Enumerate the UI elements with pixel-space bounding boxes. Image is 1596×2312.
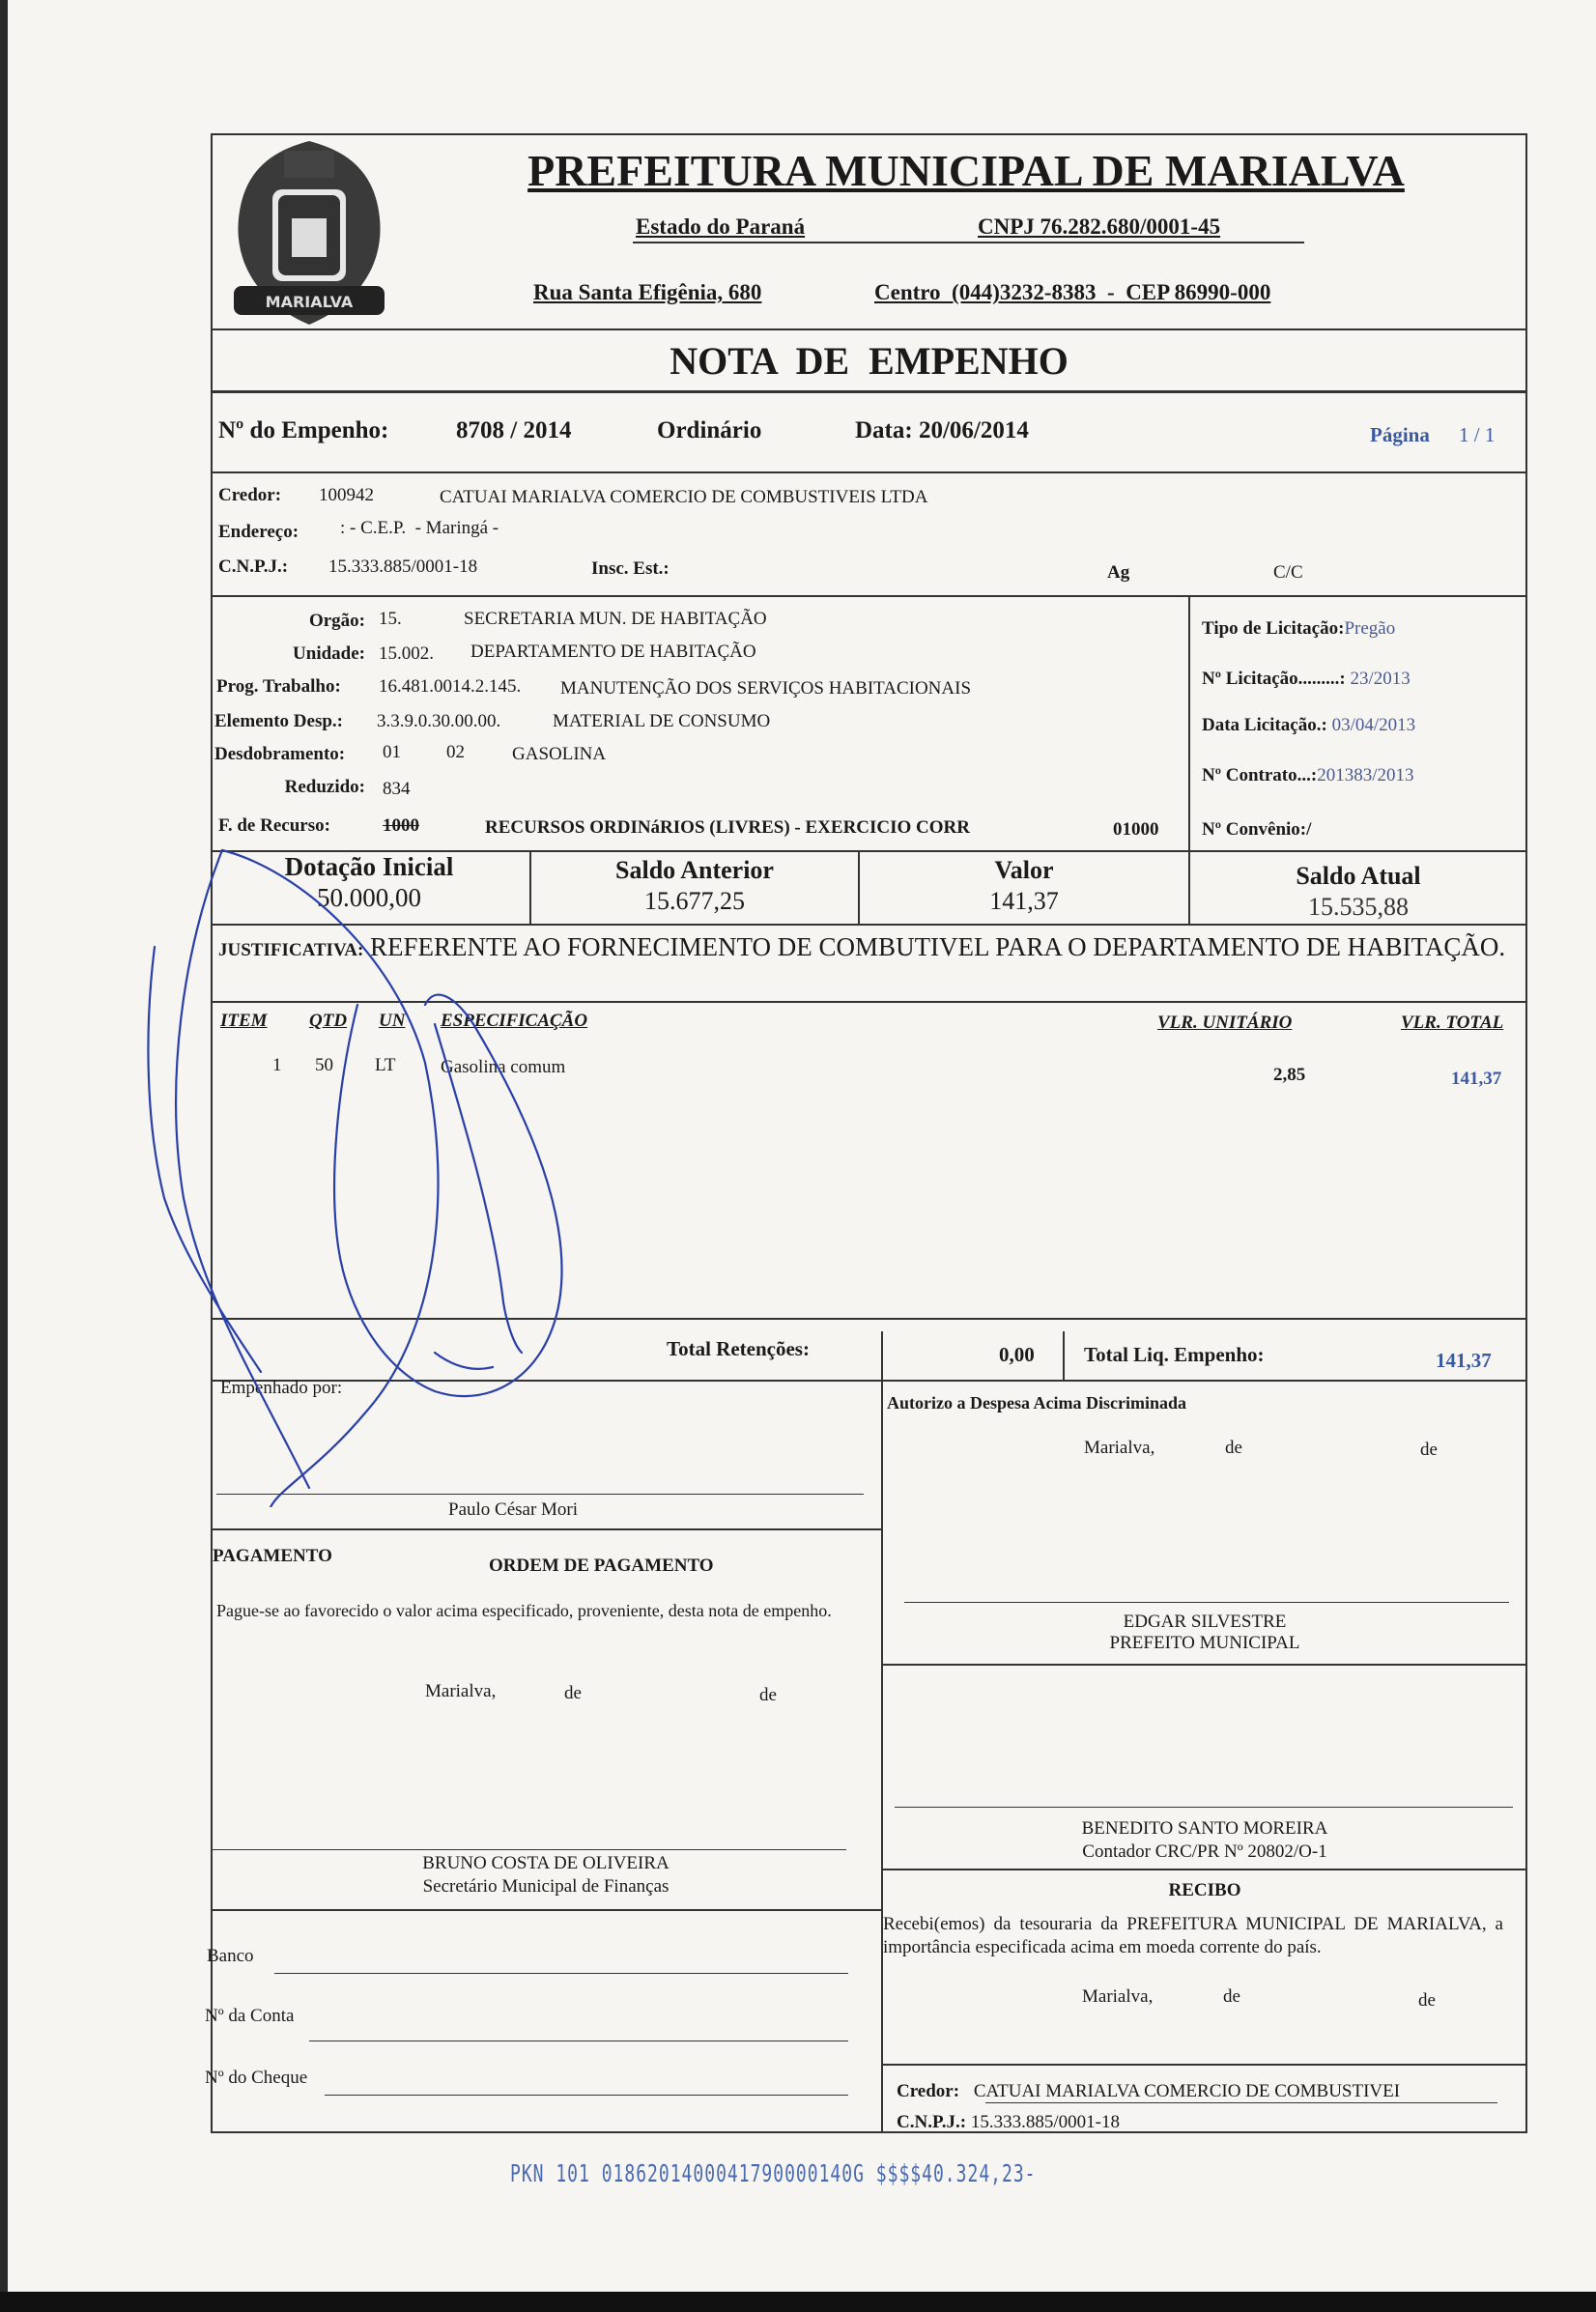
pague-de1: de <box>564 1683 582 1703</box>
recibo-cnpj-label: C.N.P.J.: <box>897 2112 967 2132</box>
atual-label: Saldo Atual <box>1296 862 1421 890</box>
ordem-label: ORDEM DE PAGAMENTO <box>489 1556 714 1576</box>
valor-label: Valor <box>994 856 1054 884</box>
col-unit: VLR. UNITÁRIO <box>1157 1013 1293 1033</box>
handwritten-signature <box>145 831 686 1507</box>
cnpj-credor-value: 15.333.885/0001-18 <box>328 557 478 577</box>
divider <box>881 1664 1527 1666</box>
autorizo-de2: de <box>1420 1440 1438 1460</box>
divider <box>211 1909 881 1911</box>
signature-line <box>213 1849 846 1850</box>
desd-name: GASOLINA <box>512 744 607 764</box>
autorizo-text: Autorizo a Despesa Acima Discriminada <box>887 1393 1186 1413</box>
cheque-label: Nº do Cheque <box>205 2068 308 2088</box>
header-underline <box>633 242 1304 243</box>
state-label: Estado do Paraná <box>636 214 806 239</box>
prog-label: Prog. Trabalho: <box>216 676 341 697</box>
fonte-code2: 01000 <box>1113 819 1159 840</box>
empenhado-name: Paulo César Mori <box>448 1499 579 1520</box>
doc-title: NOTA DE EMPENHO <box>670 339 1069 383</box>
pague-text: Pague-se ao favorecido o valor acima especificado, proveniente, desta nota de empenho. <box>216 1601 832 1620</box>
scan-edge-bottom <box>0 2292 1596 2312</box>
pague-city: Marialva, <box>425 1681 497 1701</box>
row-unit: 2,85 <box>1273 1065 1306 1085</box>
ant-value: 15.677,25 <box>644 887 745 915</box>
crest-banner-text: MARIALVA <box>265 293 354 311</box>
elem-name: MATERIAL DE CONSUMO <box>553 711 771 731</box>
orgao-label: Orgão: <box>308 611 365 631</box>
recibo-city: Marialva, <box>1082 1986 1154 2007</box>
prog-code: 16.481.0014.2.145. <box>379 676 522 697</box>
prefeito-role: PREFEITO MUNICIPAL <box>1109 1633 1300 1653</box>
divider <box>211 390 1527 393</box>
atual-value: 15.535,88 <box>1308 893 1409 921</box>
orgao-name: SECRETARIA MUN. DE HABITAÇÃO <box>464 609 767 629</box>
divider-vertical <box>881 1380 883 2133</box>
page-value: 1 / 1 <box>1459 423 1496 446</box>
num-value: 23/2013 <box>1350 669 1411 689</box>
bank-code-line: PKN 101 0186201400041790000140G $$$$40.324,23- <box>510 2159 1037 2189</box>
empenho-num-value: 8708 / 2014 <box>456 417 572 443</box>
col-total: VLR. TOTAL <box>1401 1013 1504 1033</box>
page-label: Página <box>1370 423 1430 446</box>
divider <box>211 328 1527 330</box>
empenhado-label: Empenhado por: <box>220 1378 343 1398</box>
sec-role: Secretário Municipal de Finanças <box>422 1876 670 1897</box>
ag-label: Ag <box>1107 562 1130 583</box>
ret-value: 0,00 <box>999 1343 1035 1366</box>
convenio-label: Nº Convênio:/ <box>1202 819 1312 840</box>
recibo-cnpj-value: 15.333.885/0001-18 <box>970 2112 1120 2132</box>
row-qtd: 50 <box>315 1055 333 1075</box>
divider <box>211 595 1527 597</box>
tipo-licitacao <box>1202 618 1395 640</box>
banco-label: Banco <box>207 1946 254 1966</box>
divider <box>211 1528 881 1530</box>
divider <box>881 2064 1527 2066</box>
ant-label: Saldo Anterior <box>615 856 774 884</box>
contrato-label: Nº Contrato...: <box>1202 765 1318 785</box>
red-value: 834 <box>383 779 411 799</box>
cnpj-credor-label: C.N.P.J.: <box>218 557 289 577</box>
col-spec: ESPECIFICAÇÃO <box>441 1011 588 1031</box>
autorizo-de1: de <box>1225 1438 1242 1458</box>
row-spec: Gasolina comum <box>441 1057 566 1077</box>
prog-name: MANUTENÇÃO DOS SERVIÇOS HABITACIONAIS <box>560 678 972 699</box>
credor-code: 100942 <box>319 485 374 505</box>
col-qtd: QTD <box>309 1011 348 1031</box>
divider-vertical <box>881 1331 883 1380</box>
recibo-de1: de <box>1223 1986 1240 2007</box>
red-label: Reduzido: <box>284 777 365 797</box>
prefeito-name: EDGAR SILVESTRE <box>1123 1612 1287 1632</box>
pague-de2: de <box>759 1685 777 1705</box>
signature-line <box>895 1807 1513 1808</box>
row-un: LT <box>375 1055 396 1075</box>
scan-edge-left <box>0 0 8 2312</box>
recibo-text: Recebi(emos) da tesouraria da PREFEITURA MUNICIPAL DE MARIALVA, a importância especificada acima em moeda corrente do país. <box>883 1914 1503 1957</box>
recibo-label: RECIBO <box>1168 1880 1241 1900</box>
unidade-label: Unidade: <box>293 643 365 664</box>
divider-vertical <box>1188 850 1190 924</box>
banco-line <box>274 1973 848 1974</box>
valor-value: 141,37 <box>989 887 1059 915</box>
contador-name: BENEDITO SANTO MOREIRA <box>1081 1818 1328 1839</box>
fonte-name: RECURSOS ORDINáRIOS (LIVRES) - EXERCICIO CORR <box>485 817 970 838</box>
desd-code1: 01 <box>383 742 401 762</box>
liq-label: Total Liq. Empenho: <box>1084 1343 1265 1366</box>
contrato <box>1202 765 1413 786</box>
prefeitura-title: PREFEITURA MUNICIPAL DE MARIALVA <box>527 146 1405 195</box>
dot-value: 50.000,00 <box>317 883 421 912</box>
recibo-credor-cnpj <box>897 2112 1120 2133</box>
divider-vertical <box>1063 1331 1065 1380</box>
contador-role: Contador CRC/PR Nº 20802/O-1 <box>1082 1841 1327 1862</box>
row-total: 141,37 <box>1451 1069 1502 1089</box>
recibo-credor-label: Credor: <box>897 2081 960 2101</box>
empenho-num-label: Nº do Empenho: <box>218 417 389 443</box>
ret-label: Total Retenções: <box>667 1337 810 1360</box>
dot-label: Dotação Inicial <box>284 852 454 881</box>
signature-line <box>985 2102 1497 2103</box>
conta-label: Nº da Conta <box>205 2006 295 2026</box>
divider-vertical <box>858 850 860 924</box>
signature-line <box>904 1602 1509 1603</box>
unidade-name: DEPARTAMENTO DE HABITAÇÃO <box>470 642 756 662</box>
justificativa-text: REFERENTE AO FORNECIMENTO DE COMBUTIVEL PARA O DEPARTAMENTO DE HABITAÇÃO. <box>370 932 1506 961</box>
elem-code: 3.3.9.0.30.00.00. <box>377 711 501 731</box>
col-un: UN <box>379 1011 406 1031</box>
empenho-type: Ordinário <box>657 417 762 443</box>
orgao-code: 15. <box>379 609 402 629</box>
recibo-credor-name: CATUAI MARIALVA COMERCIO DE COMBUSTIVEI <box>973 2081 1401 2101</box>
address-rest: Centro (044)3232-8383 - CEP 86990-000 <box>874 280 1271 304</box>
tipo-value: Pregão <box>1344 618 1396 639</box>
divider <box>881 1869 1527 1870</box>
autorizo-city: Marialva, <box>1084 1438 1155 1458</box>
divider <box>211 471 1527 473</box>
recibo-de2: de <box>1418 1990 1436 2011</box>
endereco-value: : - C.E.P. - Maringá - <box>340 518 499 538</box>
sec-name: BRUNO COSTA DE OLIVEIRA <box>422 1853 670 1873</box>
divider-vertical <box>1188 595 1190 851</box>
address-street: Rua Santa Efigênia, 680 <box>533 280 762 304</box>
cheque-line <box>325 2095 848 2096</box>
municipal-crest <box>214 131 404 342</box>
empenho-date: Data: 20/06/2014 <box>855 417 1029 443</box>
credor-name: CATUAI MARIALVA COMERCIO DE COMBUSTIVEIS LTDA <box>440 487 928 507</box>
fonte-code: 1000 <box>383 815 419 836</box>
num-licitacao <box>1202 669 1411 690</box>
insc-label: Insc. Est.: <box>591 558 670 579</box>
endereco-label: Endereço: <box>218 522 299 542</box>
cc-label: C/C <box>1273 562 1303 583</box>
data-licitacao <box>1202 715 1415 736</box>
elem-label: Elemento Desp.: <box>214 711 343 731</box>
desd-label: Desdobramento: <box>214 744 346 764</box>
unidade-code: 15.002. <box>379 643 434 664</box>
credor-label: Credor: <box>218 485 282 505</box>
contrato-value: 201383/2013 <box>1317 765 1414 785</box>
col-item: ITEM <box>220 1011 268 1031</box>
fonte-label: F. de Recurso: <box>218 815 330 836</box>
tipo-label: Tipo de Licitação: <box>1202 618 1345 639</box>
desd-code2: 02 <box>446 742 465 762</box>
justificativa-label: JUSTIFICATIVA: <box>218 940 364 960</box>
data-value: 03/04/2013 <box>1331 715 1416 735</box>
pagamento-label: PAGAMENTO <box>213 1546 332 1566</box>
recibo-credor <box>897 2081 1400 2102</box>
row-item: 1 <box>272 1055 282 1075</box>
liq-value: 141,37 <box>1436 1349 1492 1372</box>
num-label: Nº Licitação.........: <box>1202 669 1346 689</box>
data-label: Data Licitação.: <box>1202 715 1327 735</box>
cnpj-label: CNPJ 76.282.680/0001-45 <box>978 214 1221 239</box>
